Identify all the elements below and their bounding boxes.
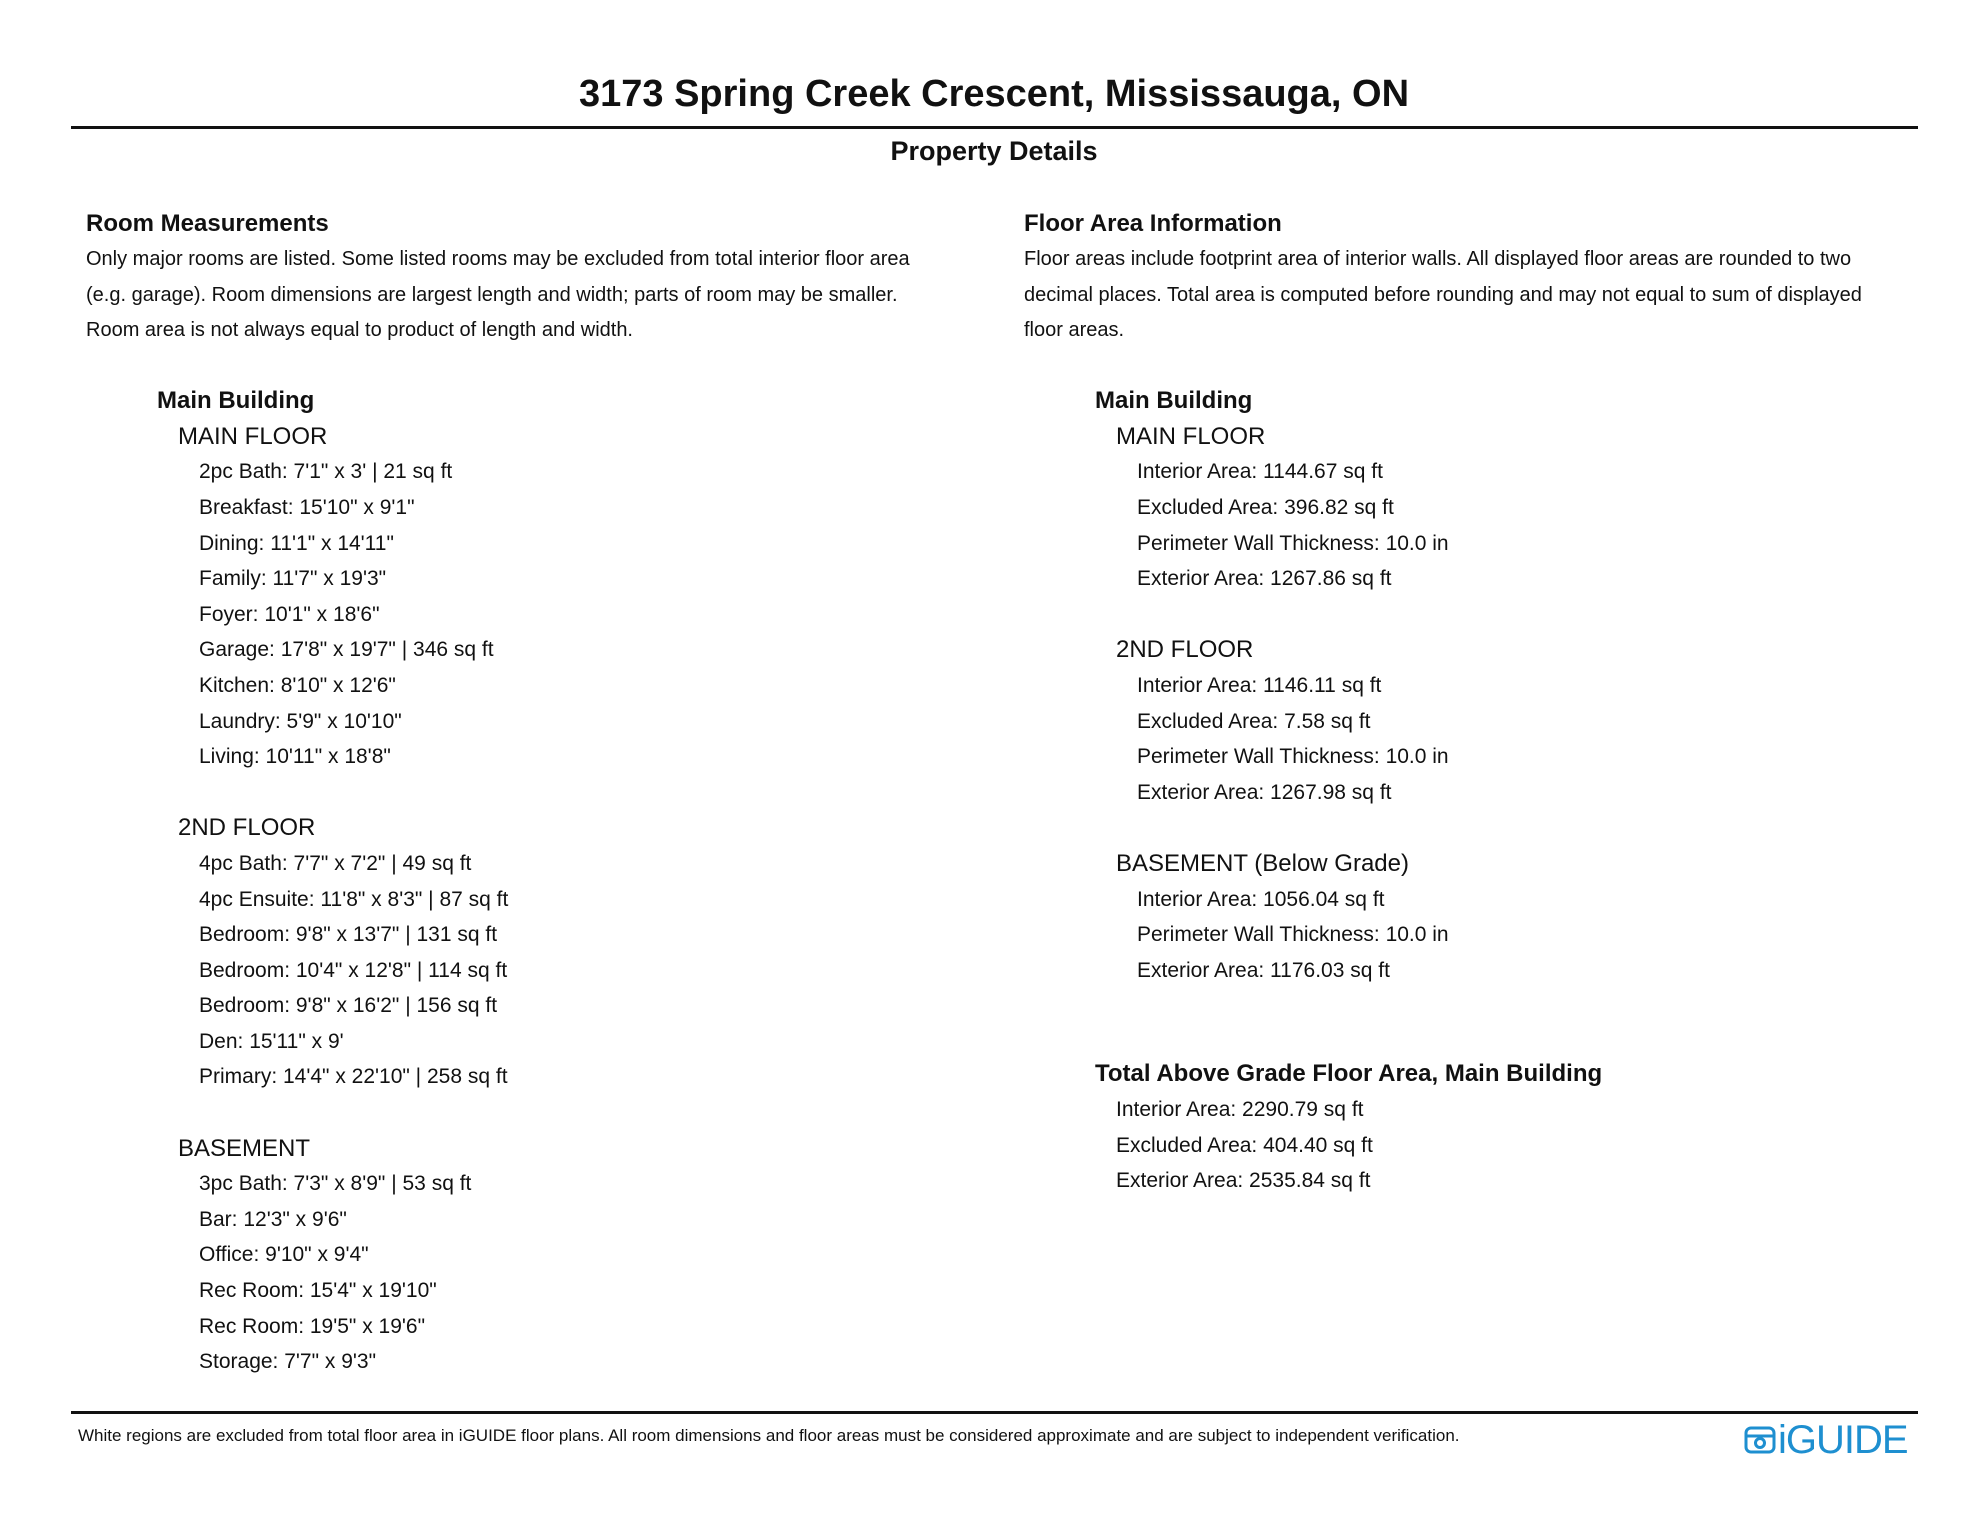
title-divider [71,126,1918,129]
iguide-logo [1744,1418,1908,1462]
area-item: Perimeter Wall Thickness: 10.0 in [1137,923,1449,947]
room-note-line: Room area is not always equal to product of length and width. [86,319,633,342]
total-area-item: Excluded Area: 404.40 sq ft [1116,1133,1373,1157]
rooms-floor-main [178,419,986,811]
room-item: 4pc Bath: 7'7" x 7'2" | 49 sq ft [199,851,472,875]
room-item: Kitchen: 8'10" x 12'6" [199,673,396,697]
floor-heading: MAIN FLOOR [1116,422,1266,450]
room-item: 4pc Ensuite: 11'8" x 8'3" | 87 sq ft [199,887,509,911]
total-area-item: Interior Area: 2290.79 sq ft [1116,1098,1364,1122]
room-item: Bedroom: 9'8" x 13'7" | 131 sq ft [199,923,498,947]
room-measurements-heading: Room Measurements [86,210,329,237]
rooms-floor-basement [178,1131,986,1380]
iguide-logo-icon [1744,1424,1776,1456]
footer-divider [71,1411,1918,1414]
area-item: Interior Area: 1144.67 sq ft [1137,460,1383,484]
area-item: Interior Area: 1056.04 sq ft [1137,887,1385,911]
floor-area-note-line: decimal places. Total area is computed before rounding and may not equal to sum of displayed [1024,283,1862,306]
total-area-items [1024,1092,1944,1199]
room-item: Den: 15'11" x 9' [199,1029,344,1053]
room-item: Dining: 11'1" x 14'11" [199,531,394,555]
area-item: Exterior Area: 1267.98 sq ft [1137,780,1392,804]
rooms-floor-2nd [178,810,986,1130]
iguide-logo-text: iGUIDE [1778,1418,1908,1462]
floor-heading: MAIN FLOOR [178,422,328,450]
room-item: Rec Room: 19'5" x 19'6" [199,1314,426,1338]
floor-heading: 2ND FLOOR [1116,636,1254,664]
area-item: Exterior Area: 1267.86 sq ft [1137,567,1392,591]
floor-area-note-line: Floor areas include footprint area of interior walls. All displayed floor areas are rounded to two [1024,248,1852,270]
area-item: Interior Area: 1146.11 sq ft [1137,673,1382,697]
room-item: Garage: 17'8" x 19'7" | 346 sq ft [199,638,494,662]
area-item: Excluded Area: 7.58 sq ft [1137,709,1371,733]
room-item: Foyer: 10'1" x 18'6" [199,602,380,626]
room-item: Storage: 7'7" x 9'3" [199,1350,377,1374]
room-item: Bar: 12'3" x 9'6" [199,1207,347,1231]
room-item: Primary: 14'4" x 22'10" | 258 sq ft [199,1065,508,1089]
room-item: 3pc Bath: 7'3" x 8'9" | 53 sq ft [199,1172,472,1196]
room-item: Office: 9'10" x 9'4" [199,1243,369,1267]
floor-area-building-heading: Main Building [1095,386,1253,414]
area-item: Perimeter Wall Thickness: 10.0 in [1137,745,1449,769]
area-item: Perimeter Wall Thickness: 10.0 in [1137,531,1449,555]
room-item: 2pc Bath: 7'1" x 3' | 21 sq ft [199,460,453,484]
area-item: Excluded Area: 396.82 sq ft [1137,495,1394,519]
room-measurements-section [86,206,986,1380]
room-note-line: (e.g. garage). Room dimensions are largest length and width; parts of room may be smaller. [86,283,898,306]
page-subtitle: Property Details [890,136,1098,166]
room-item: Breakfast: 15'10" x 9'1" [199,495,415,519]
room-item: Bedroom: 9'8" x 16'2" | 156 sq ft [199,994,498,1018]
page-title: 3173 Spring Creek Crescent, Mississauga, ON [578,73,1410,115]
floor-area-section [1024,206,1944,1199]
room-note-line: Only major rooms are listed. Some listed rooms may be excluded from total interior floor area [86,248,910,270]
room-item: Bedroom: 10'4" x 12'8" | 114 sq ft [199,958,508,982]
rooms-building-heading: Main Building [157,386,315,414]
floor-heading: BASEMENT [178,1134,311,1162]
total-area-heading: Total Above Grade Floor Area, Main Building [1095,1060,1603,1088]
room-item: Laundry: 5'9" x 10'10" [199,709,402,733]
area-floor-2nd [1116,632,1944,846]
room-item: Living: 10'11" x 18'8" [199,745,391,769]
footer-disclaimer: White regions are excluded from total floor area in iGUIDE floor plans. All room dimensions and floor areas must be considered approximate and are subject to independent verification. [78,1426,1460,1445]
floor-heading: BASEMENT (Below Grade) [1116,849,1409,877]
floor-area-heading: Floor Area Information [1024,210,1282,237]
room-item: Rec Room: 15'4" x 19'10" [199,1279,437,1303]
total-area-item: Exterior Area: 2535.84 sq ft [1116,1169,1371,1193]
area-floor-main [1116,419,1944,633]
floor-heading: 2ND FLOOR [178,814,316,842]
area-floor-basement [1116,846,1944,988]
room-item: Family: 11'7" x 19'3" [199,567,387,591]
floor-area-note-line: floor areas. [1024,319,1125,342]
area-item: Exterior Area: 1176.03 sq ft [1137,958,1390,982]
